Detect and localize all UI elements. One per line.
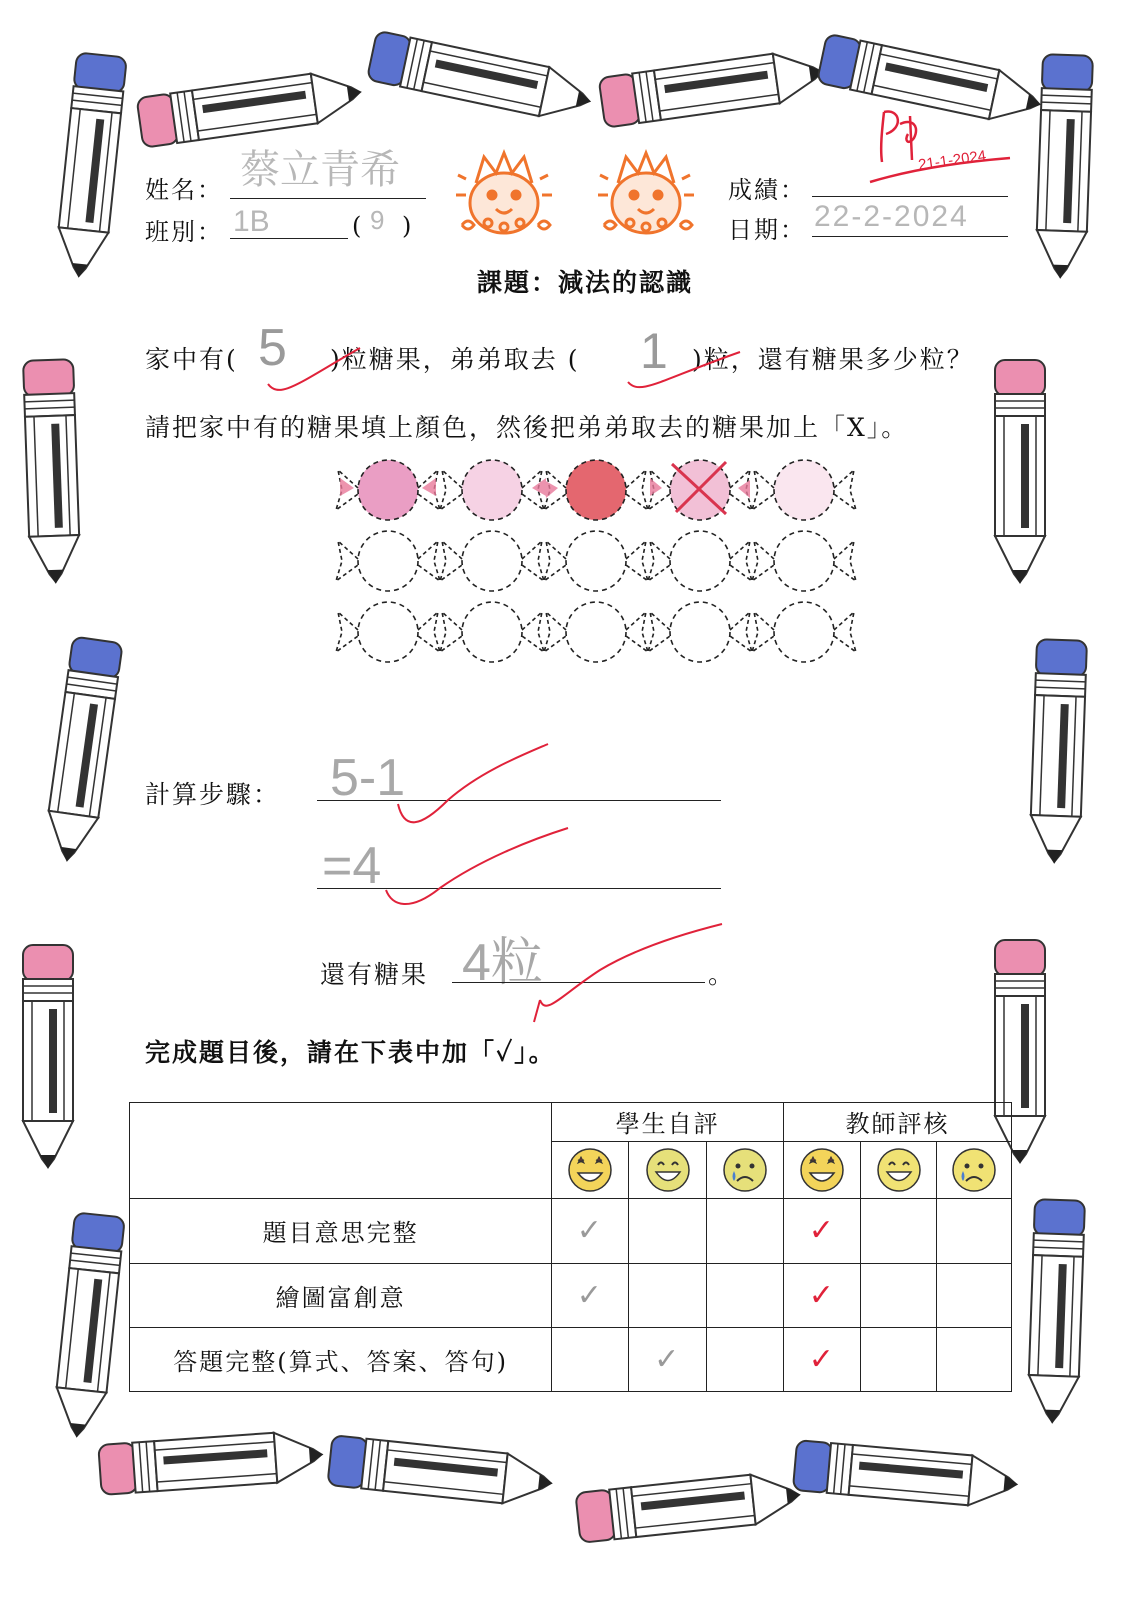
teacher-tick-mark: ✓	[808, 1213, 836, 1249]
teacher-tick-mark: ✓	[808, 1277, 836, 1313]
empty-cell	[706, 1199, 783, 1263]
seat-value: 9	[370, 205, 385, 235]
row-label-complete: 答題完整(算式、答案、答句)	[130, 1327, 552, 1391]
empty-cell	[629, 1263, 706, 1327]
star-eyes-emoji-icon	[552, 1141, 629, 1199]
table-row	[130, 1263, 1012, 1327]
teacher-tick-mark: ✓	[808, 1341, 836, 1377]
empty-cell	[706, 1327, 783, 1391]
date-value: 22-2-2024	[814, 200, 969, 233]
answer-end: 。	[708, 960, 736, 989]
topic-title: 課題：減法的認識	[477, 268, 694, 297]
question-part2: )粒糖果，弟弟取去 (	[330, 345, 580, 374]
question-part3: )粒，還有糖果多少粒？	[692, 345, 974, 374]
student-tick-mark: ✓	[576, 1277, 604, 1313]
question-part1: 家中有(	[145, 345, 238, 374]
grin-emoji-icon	[861, 1141, 936, 1199]
date-label: 日期：	[728, 216, 806, 244]
candy-5	[752, 460, 856, 520]
empty-cell	[861, 1263, 936, 1327]
empty-cell	[629, 1199, 706, 1263]
calculation-check-marks	[0, 700, 1131, 1040]
seat-open: (	[352, 212, 364, 240]
evaluation-table	[129, 1102, 1012, 1392]
instruction-text: 請把家中有的糖果填上顏色，然後把弟弟取去的糖果加上「X」。	[145, 413, 909, 442]
name-value: 蔡立青希	[240, 148, 400, 192]
table-corner-cell	[130, 1103, 552, 1199]
row-label-drawing: 繪圖富創意	[130, 1263, 552, 1327]
question-check-marks	[0, 0, 1131, 420]
candy-1	[336, 460, 440, 520]
empty-cell	[706, 1263, 783, 1327]
calculation-label: 計算步驟：	[145, 780, 281, 809]
empty-cell	[552, 1327, 629, 1391]
class-label: 班別：	[145, 218, 223, 246]
calculation-step2: =4	[322, 837, 382, 895]
row-label-meaning: 題目意思完整	[130, 1199, 552, 1263]
teacher-header: 教師評核	[784, 1103, 1012, 1142]
seat-close: )	[402, 212, 414, 240]
grin-emoji-icon	[629, 1141, 706, 1199]
empty-cell	[936, 1263, 1011, 1327]
student-header: 學生自評	[552, 1103, 784, 1142]
star-eyes-emoji-icon	[784, 1141, 861, 1199]
table-instruction: 完成題目後，請在下表中加「✓」。	[145, 1038, 556, 1067]
answer-value: 4粒	[462, 934, 543, 992]
candy-3	[544, 460, 648, 520]
class-value: 1B	[233, 205, 270, 238]
candy-grid	[330, 448, 860, 668]
crying-emoji-icon	[936, 1141, 1011, 1199]
candy-2	[440, 460, 544, 520]
empty-cell	[936, 1327, 1011, 1391]
crying-emoji-icon	[706, 1141, 783, 1199]
empty-cell	[861, 1199, 936, 1263]
student-tick-mark: ✓	[654, 1341, 682, 1377]
question-answer2: 1	[640, 323, 668, 379]
empty-cell	[861, 1327, 936, 1391]
empty-cell	[936, 1199, 1011, 1263]
student-tick-mark: ✓	[576, 1213, 604, 1249]
table-row	[130, 1327, 1012, 1391]
calculation-step1: 5-1	[330, 749, 406, 807]
table-row	[130, 1199, 1012, 1263]
teacher-signature-date: 21-1-2024	[917, 147, 988, 174]
answer-label: 還有糖果	[320, 960, 429, 989]
name-label: 姓名：	[145, 176, 223, 204]
question-answer1: 5	[258, 319, 287, 377]
grade-label: 成績：	[728, 176, 806, 204]
